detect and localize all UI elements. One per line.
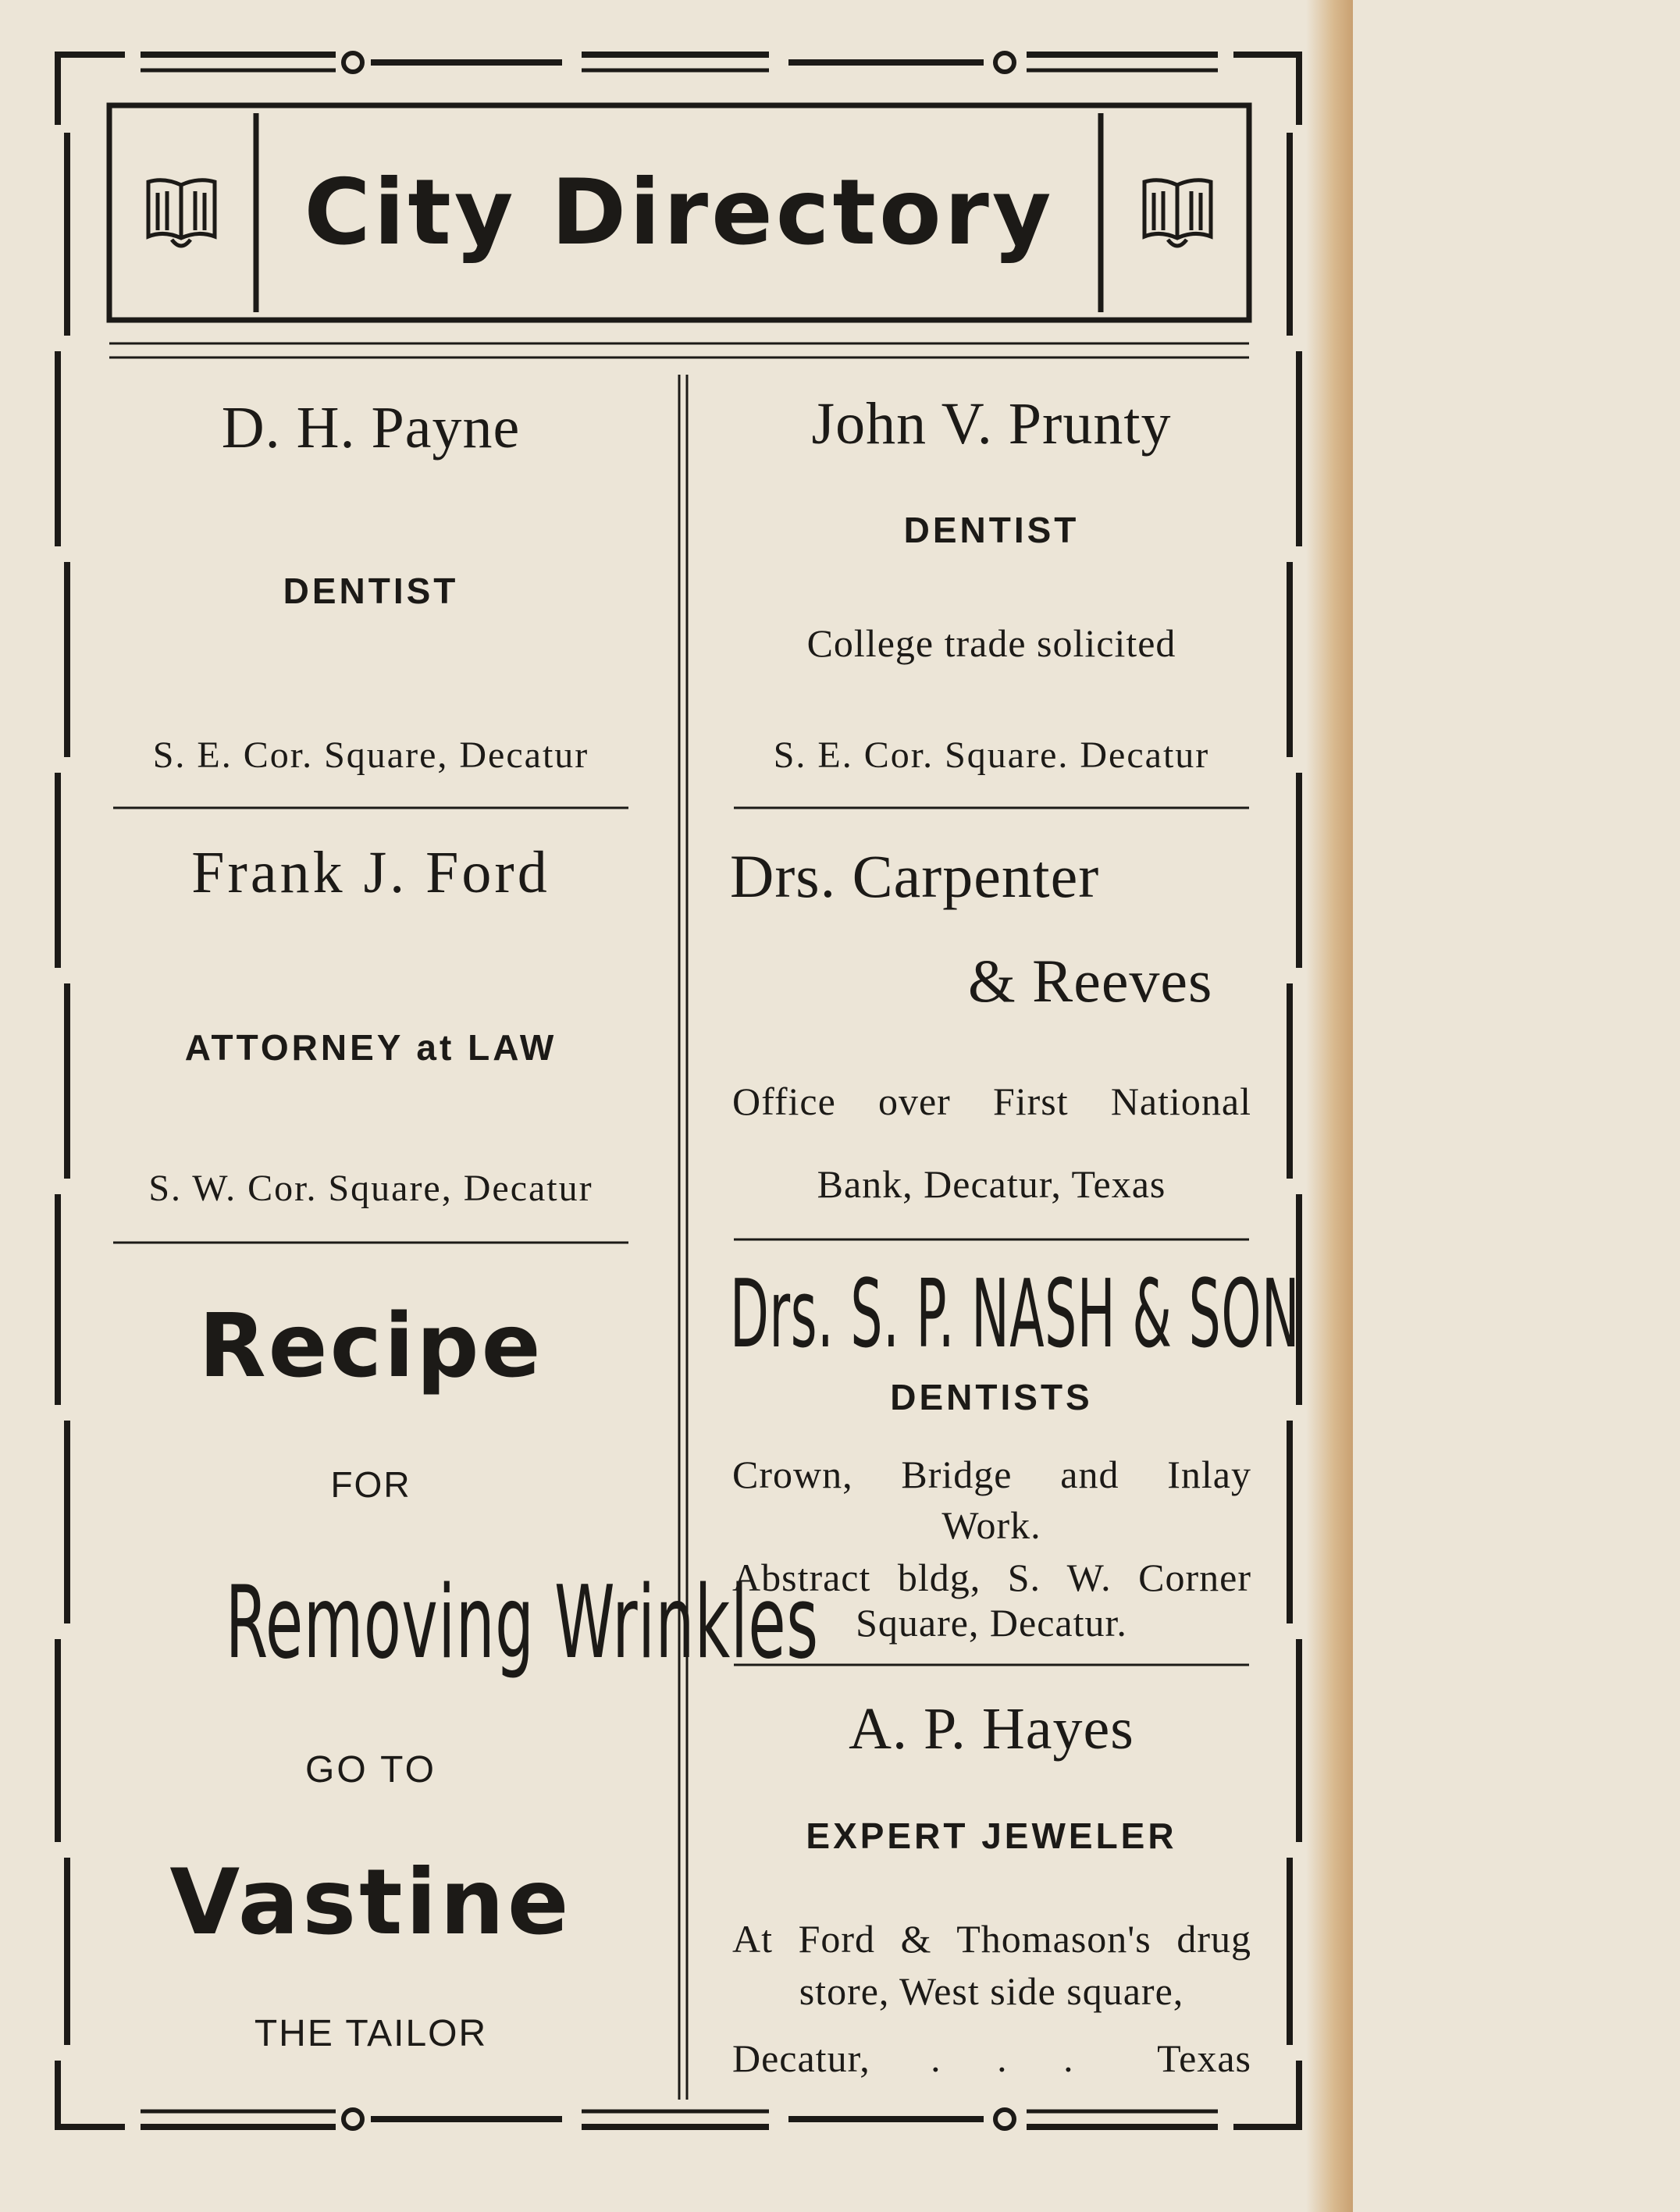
ford-name: Frank J. Ford: [191, 840, 550, 905]
hayes-name: A. P. Hayes: [849, 1696, 1134, 1762]
vastine-name: Vastine: [169, 1850, 572, 1955]
hayes-role: EXPERT JEWELER: [806, 1815, 1177, 1856]
recipe-tagline: THE TAILOR: [254, 2013, 488, 2054]
prunty-note: College trade solicited: [806, 621, 1176, 665]
nash-role: DENTISTS: [890, 1377, 1093, 1417]
payne-name: D. H. Payne: [221, 395, 521, 461]
nash-name: Drs. S. P. NASH & SON: [730, 1261, 1301, 1369]
hayes-city: Decatur,: [732, 2036, 870, 2080]
prunty-role: DENTIST: [903, 510, 1080, 550]
hayes-state: Texas: [1157, 2036, 1251, 2080]
prunty-address: S. E. Cor. Square. Decatur: [773, 734, 1210, 776]
nash-service-line2: Work.: [941, 1503, 1041, 1547]
recipe-headline: Recipe: [198, 1296, 543, 1397]
recipe-subject-wrap: [86, 1565, 819, 1681]
carpenter-name-line1: Drs. Carpenter: [730, 842, 1100, 910]
nash-address-line1: Abstract bldg, S. W. Corner: [732, 1556, 1251, 1599]
hayes-dots: . . .: [931, 2036, 1097, 2080]
hayes-city-line: [732, 2036, 1251, 2081]
open-book-icon: [141, 176, 222, 258]
carpenter-name-line2: & Reeves: [968, 947, 1213, 1015]
open-book-icon: [1137, 176, 1219, 258]
payne-address: S. E. Cor. Square, Decatur: [152, 734, 589, 776]
ford-role: ATTORNEY at LAW: [184, 1027, 557, 1068]
page-title: City Directory: [304, 160, 1055, 265]
carpenter-office-line1: Office over First National: [732, 1079, 1251, 1123]
ford-address: S. W. Cor. Square, Decatur: [148, 1168, 593, 1209]
payne-role: DENTIST: [283, 571, 459, 611]
nash-service-line1: Crown, Bridge and Inlay: [732, 1453, 1251, 1496]
nash-address-line2: Square, Decatur.: [856, 1601, 1127, 1645]
recipe-goto-label: GO TO: [305, 1749, 436, 1791]
nash-name-wrap: [730, 1261, 1301, 1369]
hayes-address-line1: At Ford & Thomason's drug: [732, 1917, 1251, 1961]
prunty-name: John V. Prunty: [811, 391, 1172, 457]
recipe-for-label: FOR: [330, 1464, 411, 1505]
hayes-address-line2: store, West side square,: [799, 1969, 1184, 2013]
recipe-subject: Removing Wrinkles: [225, 1565, 819, 1681]
carpenter-office-line2: Bank, Decatur, Texas: [817, 1162, 1166, 1206]
